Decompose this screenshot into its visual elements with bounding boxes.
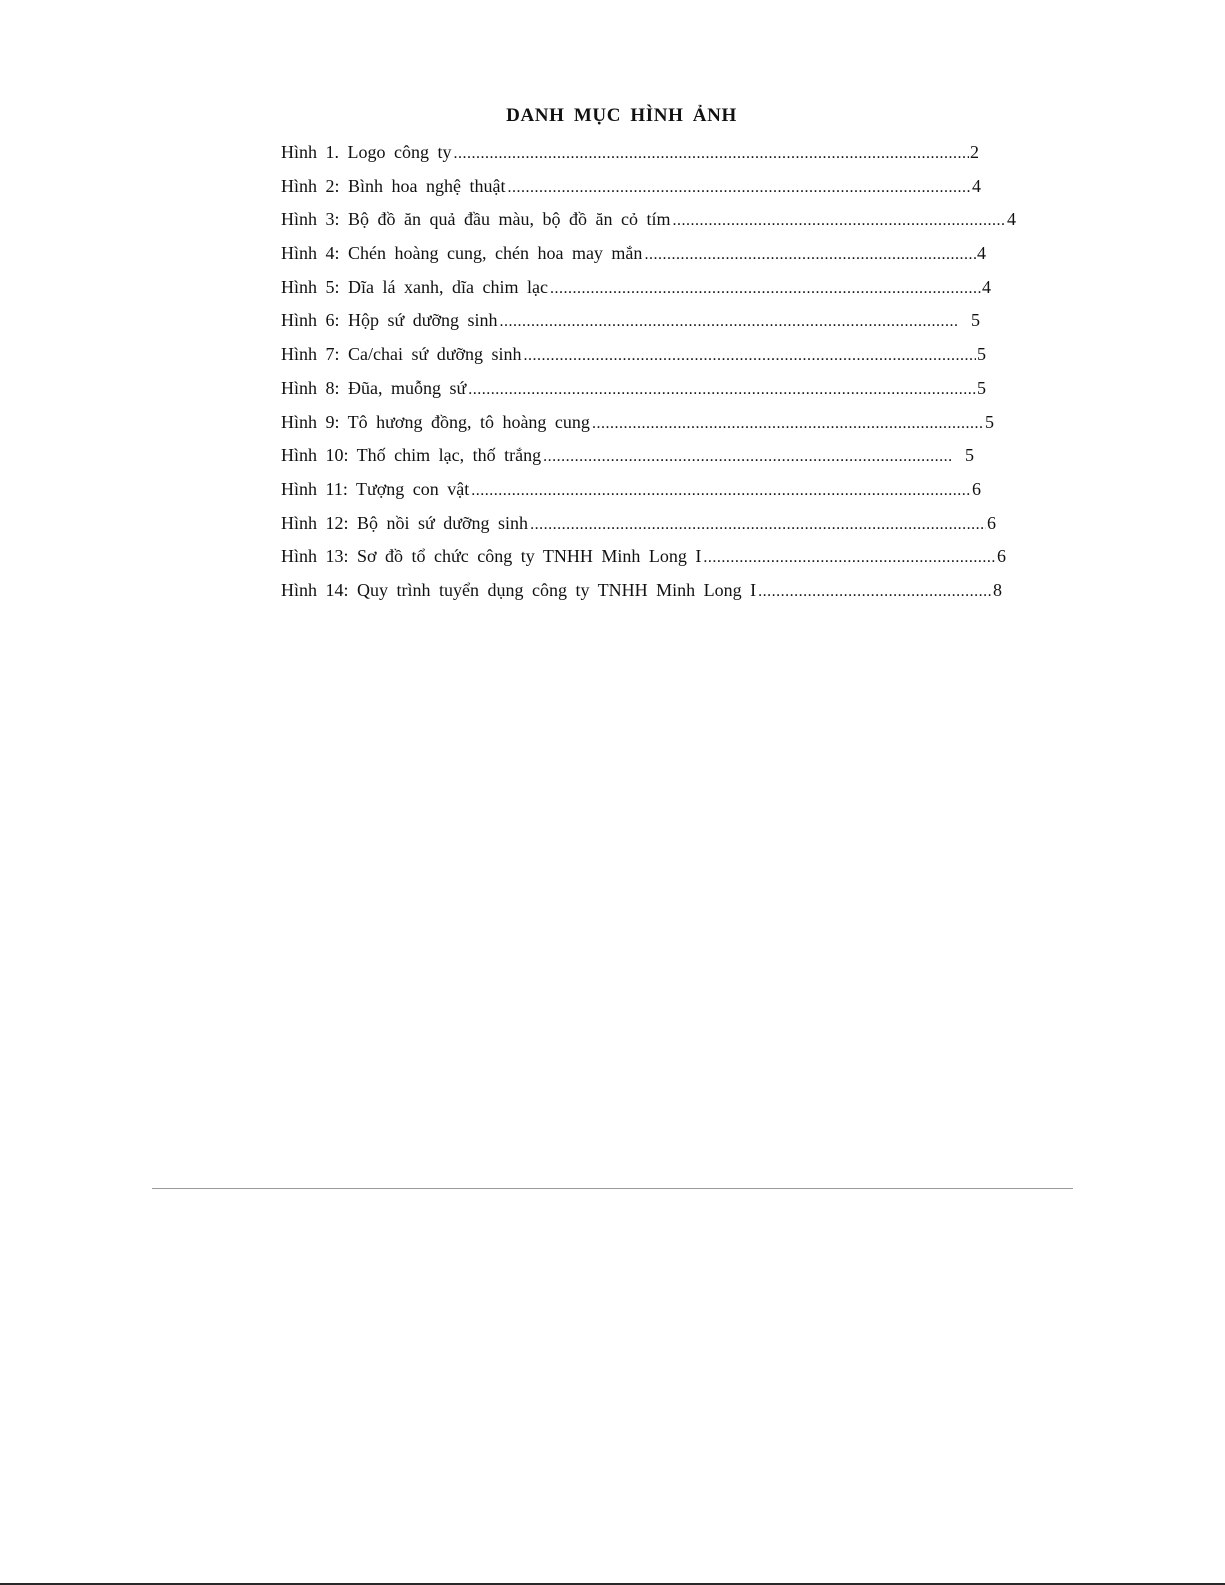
toc-entry[interactable] <box>281 172 981 206</box>
toc-entry-label: Hình 9: Tô hương đồng, tô hoàng cung <box>281 411 590 432</box>
toc-entry-label: Hình 14: Quy trình tuyển dụng công ty TNHH Minh Long I <box>281 579 757 600</box>
toc-entry-label: Hình 6: Hộp sứ dưỡng sinh <box>281 310 498 331</box>
toc-entry-page: 6 <box>987 512 996 533</box>
toc-entry-page: 2 <box>970 142 979 162</box>
toc-entry[interactable] <box>281 306 980 340</box>
toc-entry[interactable] <box>281 138 979 172</box>
toc-entry-label: Hình 4: Chén hoàng cung, chén hoa may mắn <box>281 243 643 264</box>
toc-entry[interactable] <box>281 273 991 307</box>
toc-entry-label: Hình 3: Bộ đồ ăn quả đầu màu, bộ đồ ăn cỏ tím <box>281 209 671 230</box>
toc-dot-leader <box>454 140 970 168</box>
toc-entry[interactable] <box>281 509 996 543</box>
toc-dot-leader <box>592 410 984 438</box>
toc-dot-leader <box>703 544 996 572</box>
toc-entry[interactable] <box>281 542 1006 576</box>
toc-dot-leader <box>758 578 992 606</box>
toc-entry-page: 4 <box>982 276 991 297</box>
toc-entry-label: Hình 11: Tượng con vật <box>281 478 470 499</box>
toc-entry-page: 5 <box>965 445 974 466</box>
toc-entry-page: 5 <box>985 411 994 432</box>
toc-entry[interactable] <box>281 340 986 374</box>
toc-entry-page: 6 <box>997 546 1006 567</box>
toc-dot-leader <box>530 511 986 539</box>
toc-dot-leader <box>507 174 971 202</box>
toc-entry[interactable] <box>281 576 1002 610</box>
toc-entry-page: 4 <box>972 175 981 196</box>
toc-dot-leader <box>543 443 953 471</box>
toc-entry-page: 6 <box>972 478 981 499</box>
toc-entry-label: Hình 10: Thố chim lạc, thố trắng <box>281 445 542 466</box>
toc-dot-leader <box>550 275 981 303</box>
toc-entry-label: Hình 7: Ca/chai sứ dưỡng sinh <box>281 344 522 365</box>
toc-dot-leader <box>672 207 1006 235</box>
toc-entry-label: Hình 5: Dĩa lá xanh, dĩa chim lạc <box>281 276 548 297</box>
toc-dot-leader <box>524 342 976 370</box>
toc-entry-page: 5 <box>977 344 986 365</box>
toc-dot-leader <box>500 308 959 336</box>
toc-entry[interactable] <box>281 408 994 442</box>
toc-entry-page: 4 <box>977 243 986 264</box>
toc-entry[interactable] <box>281 441 974 475</box>
toc-entry-page: 5 <box>971 310 980 331</box>
toc-entry[interactable] <box>281 239 986 273</box>
toc-dot-leader <box>468 376 976 404</box>
toc-entry-label: Hình 13: Sơ đồ tổ chức công ty TNHH Minh Long I <box>281 546 702 567</box>
toc-entry-page: 5 <box>977 377 986 398</box>
toc-entry-label: Hình 12: Bộ nồi sứ dưỡng sinh <box>281 512 529 533</box>
toc-entry[interactable] <box>281 374 986 408</box>
toc-entry-page: 4 <box>1007 209 1016 230</box>
figure-list <box>281 138 1016 610</box>
toc-entry-label: Hình 2: Bình hoa nghệ thuật <box>281 175 506 196</box>
page-title: DANH MỤC HÌNH ẢNH <box>506 105 737 126</box>
toc-entry-page: 8 <box>993 579 1002 600</box>
toc-entry[interactable] <box>281 475 981 509</box>
toc-dot-leader <box>471 477 971 505</box>
toc-entry[interactable] <box>281 205 1016 239</box>
toc-entry-label: Hình 8: Đũa, muỗng sứ <box>281 377 467 398</box>
page-divider <box>152 1188 1073 1189</box>
toc-entry-label: Hình 1. Logo công ty <box>281 142 452 162</box>
toc-dot-leader <box>644 241 976 269</box>
